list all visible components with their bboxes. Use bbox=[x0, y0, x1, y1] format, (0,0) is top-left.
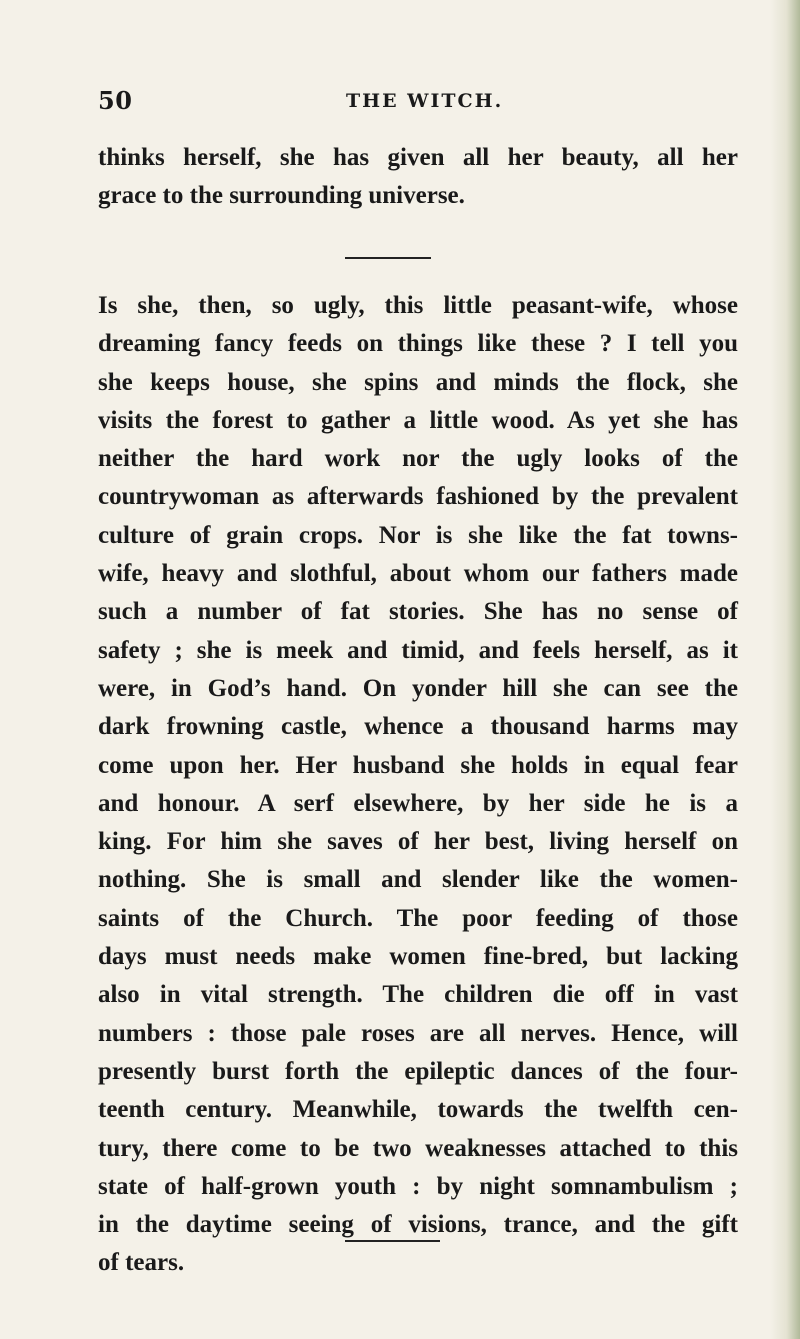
text-line: numbers : those pale roses are all nerves. Hence, will bbox=[98, 1019, 738, 1047]
text-line: culture of grain crops. Nor is she like the fat towns- bbox=[98, 521, 738, 549]
text-line: were, in God’s hand. On yonder hill she can see the bbox=[98, 674, 738, 702]
section-divider-bottom bbox=[345, 1240, 440, 1242]
text-line: such a number of fat stories. She has no sense of bbox=[98, 598, 738, 626]
page-edge-shading bbox=[770, 0, 800, 1339]
text-line: state of half-grown youth : by night somnambulism ; bbox=[98, 1172, 738, 1200]
page-header bbox=[98, 86, 738, 122]
text-line: and honour. A serf elsewhere, by her side he is a bbox=[98, 789, 738, 817]
text-line: presently burst forth the epileptic dances of the four- bbox=[98, 1057, 738, 1085]
paragraph-main bbox=[98, 287, 738, 1283]
section-divider-top bbox=[345, 257, 431, 259]
text-line: teenth century. Meanwhile, towards the twelfth cen- bbox=[98, 1096, 738, 1124]
text-line: come upon her. Her husband she holds in equal fear bbox=[98, 751, 738, 779]
text-line: saints of the Church. The poor feeding of those bbox=[98, 904, 738, 932]
text-line: thinks herself, she has given all her beauty, all her bbox=[98, 144, 738, 171]
text-line: king. For him she saves of her best, living herself on bbox=[98, 828, 738, 856]
text-line: tury, there come to be two weaknesses attached to this bbox=[98, 1134, 738, 1162]
text-line: she keeps house, she spins and minds the flock, she bbox=[98, 368, 738, 396]
text-line: grace to the surrounding universe. bbox=[98, 182, 465, 210]
text-line: in the daytime seeing of visions, trance, and the gift bbox=[98, 1211, 738, 1239]
running-head: THE WITCH. bbox=[346, 90, 504, 112]
text-line: of tears. bbox=[98, 1249, 185, 1277]
text-line: nothing. She is small and slender like the women- bbox=[98, 866, 738, 894]
text-line: visits the forest to gather a little wood. As yet she has bbox=[98, 406, 738, 434]
text-line: wife, heavy and slothful, about whom our fathers made bbox=[98, 560, 738, 588]
text-line: dark frowning castle, whence a thousand harms may bbox=[98, 713, 738, 741]
text-line: countrywoman as afterwards fashioned by the prevalent bbox=[98, 483, 738, 511]
text-line: Is she, then, so ugly, this little peasant-wife, whose bbox=[98, 292, 738, 319]
paragraph-continued bbox=[98, 139, 738, 216]
text-line: safety ; she is meek and timid, and feels herself, as it bbox=[98, 636, 738, 664]
text-line: days must needs make women fine-bred, but lacking bbox=[98, 943, 738, 971]
page-number: 50 bbox=[98, 86, 133, 115]
text-line: neither the hard work nor the ugly looks of the bbox=[98, 445, 738, 473]
text-line: dreaming fancy feeds on things like these ? I tell you bbox=[98, 330, 738, 358]
text-line: also in vital strength. The children die off in vast bbox=[98, 981, 738, 1009]
